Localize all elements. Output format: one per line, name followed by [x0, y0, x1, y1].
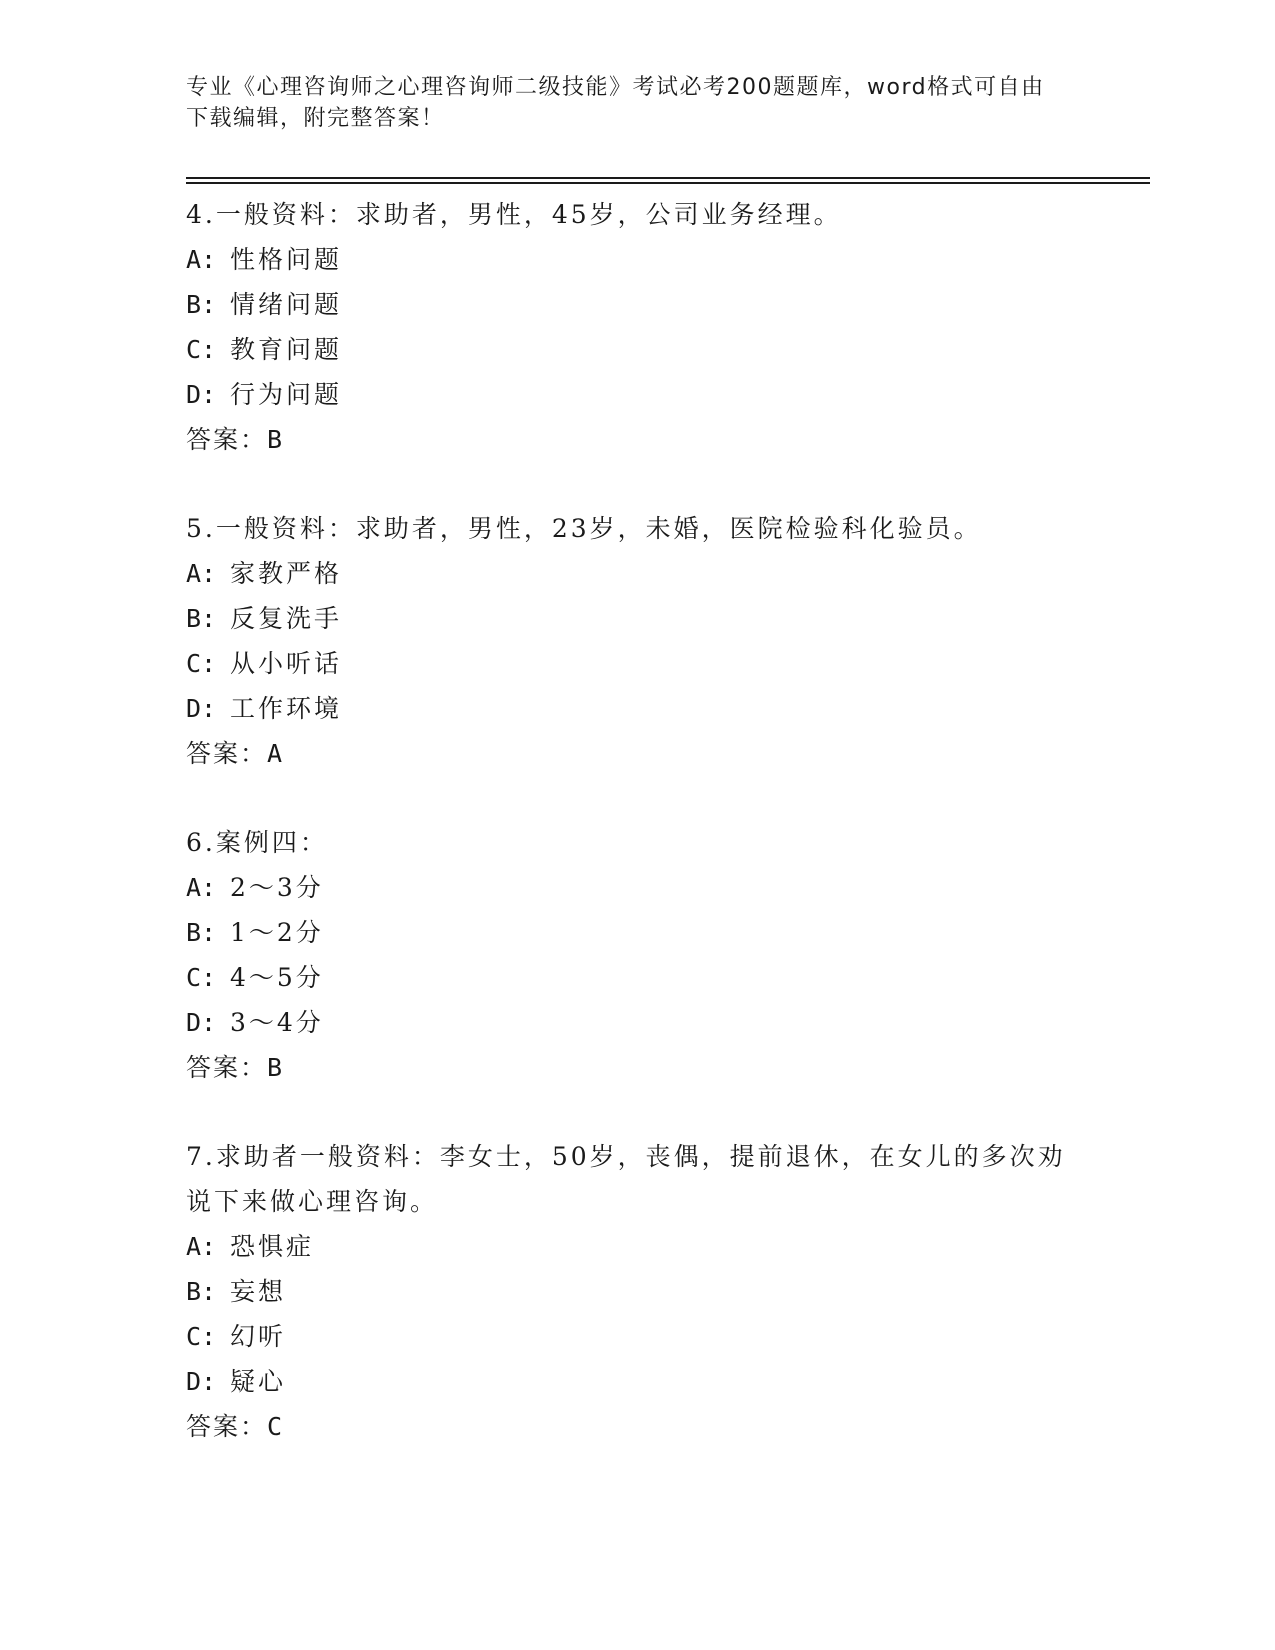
option-text: 1～2分	[230, 918, 324, 947]
option-b	[186, 282, 1066, 327]
answer-line	[186, 417, 1066, 462]
answer-line	[186, 1045, 1066, 1090]
option-c	[186, 641, 1066, 686]
option-text: 妄想	[230, 1277, 287, 1306]
option-key: A:	[186, 559, 217, 588]
option-b	[186, 910, 1066, 955]
option-key: A:	[186, 245, 217, 274]
option-a	[186, 1224, 1066, 1269]
option-text: 情绪问题	[230, 290, 343, 319]
question-stem: 7.求助者一般资料：李女士，50岁，丧偶，提前退休，在女儿的多次劝说下来做心理咨询。	[186, 1142, 1066, 1216]
option-text: 4～5分	[230, 963, 324, 992]
question-stem: 4.一般资料：求助者，男性，45岁，公司业务经理。	[186, 200, 842, 229]
option-key: D:	[186, 380, 217, 409]
option-b	[186, 596, 1066, 641]
option-a	[186, 551, 1066, 596]
option-key: B:	[186, 1277, 217, 1306]
option-text: 疑心	[230, 1367, 287, 1396]
option-c	[186, 955, 1066, 1000]
option-d	[186, 1359, 1066, 1404]
option-text: 2～3分	[230, 873, 324, 902]
option-d	[186, 1000, 1066, 1045]
option-text: 从小听话	[230, 649, 343, 678]
option-key: A:	[186, 873, 217, 902]
question-stem: 5.一般资料：求助者，男性，23岁，未婚，医院检验科化验员。	[186, 514, 982, 543]
option-key: B:	[186, 918, 217, 947]
option-d	[186, 372, 1066, 417]
option-text: 教育问题	[230, 335, 343, 364]
option-text: 家教严格	[230, 559, 343, 588]
option-c	[186, 1314, 1066, 1359]
answer-value: A	[267, 739, 283, 768]
option-text: 恐惧症	[230, 1232, 315, 1261]
question-6	[186, 820, 1066, 1090]
answer-label: 答案：	[186, 739, 268, 768]
answer-value: C	[267, 1412, 283, 1441]
option-text: 3～4分	[230, 1008, 324, 1037]
option-key: B:	[186, 604, 217, 633]
option-a	[186, 237, 1066, 282]
option-key: C:	[186, 1322, 217, 1351]
option-key: C:	[186, 963, 217, 992]
option-c	[186, 327, 1066, 372]
document-header: 专业《心理咨询师之心理咨询师二级技能》考试必考200题题库，word格式可自由下载编辑，附完整答案！	[186, 75, 1045, 131]
question-4	[186, 192, 1066, 462]
answer-label: 答案：	[186, 1053, 268, 1082]
answer-label: 答案：	[186, 1412, 268, 1441]
option-key: D:	[186, 694, 217, 723]
option-text: 行为问题	[230, 380, 343, 409]
option-text: 性格问题	[230, 245, 343, 274]
option-text: 工作环境	[230, 694, 343, 723]
option-key: B:	[186, 290, 217, 319]
question-5	[186, 506, 1066, 776]
option-key: C:	[186, 649, 217, 678]
header-divider-line	[186, 182, 1150, 184]
option-text: 反复洗手	[230, 604, 343, 633]
option-a	[186, 865, 1066, 910]
answer-line	[186, 731, 1066, 776]
answer-value: B	[267, 1053, 283, 1082]
option-key: A:	[186, 1232, 217, 1261]
answer-value: B	[267, 425, 283, 454]
question-7	[186, 1134, 1066, 1449]
option-text: 幻听	[230, 1322, 287, 1351]
answer-label: 答案：	[186, 425, 268, 454]
question-stem: 6.案例四：	[186, 828, 328, 857]
option-key: D:	[186, 1008, 217, 1037]
option-d	[186, 686, 1066, 731]
option-key: C:	[186, 335, 217, 364]
header-divider-line	[186, 177, 1150, 179]
option-key: D:	[186, 1367, 217, 1396]
option-b	[186, 1269, 1066, 1314]
answer-line	[186, 1404, 1066, 1449]
